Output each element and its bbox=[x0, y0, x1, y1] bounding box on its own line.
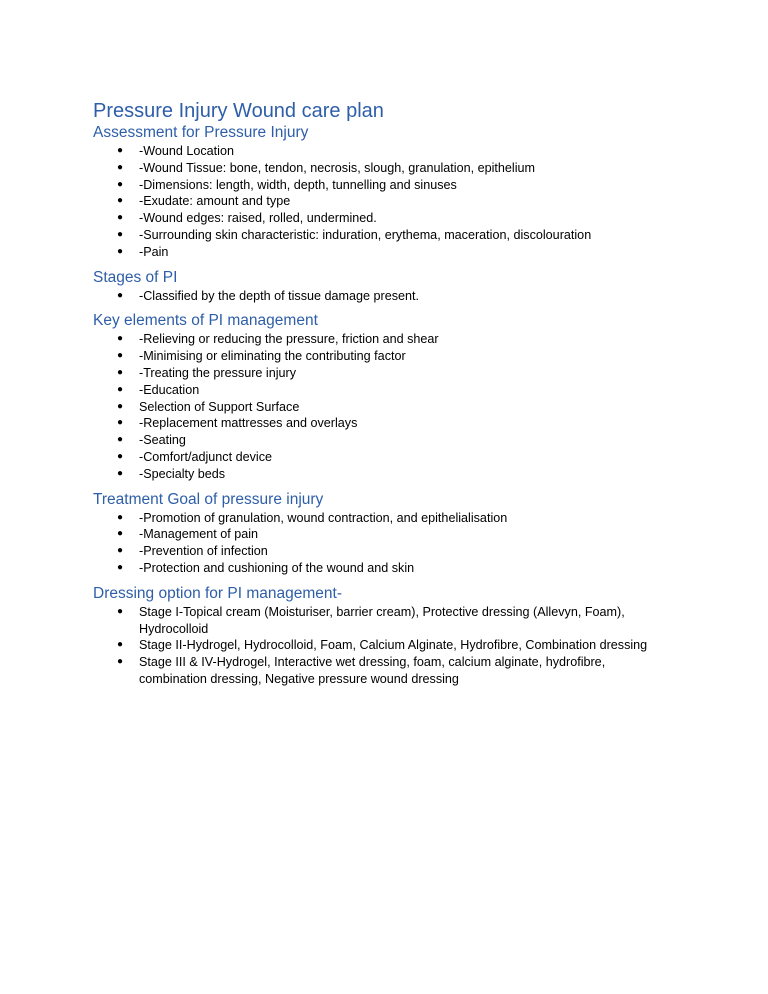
document-page bbox=[93, 99, 693, 688]
bullet-list bbox=[93, 331, 693, 482]
bullet-list bbox=[93, 604, 693, 688]
bullet-icon: ● bbox=[117, 656, 124, 668]
section-heading: Key elements of PI management bbox=[93, 312, 318, 330]
list-item: ● -Management of pain bbox=[117, 527, 259, 542]
section-treatment-goal bbox=[93, 490, 693, 577]
section-stages bbox=[93, 268, 693, 305]
list-item: ● Stage III & IV-Hydrogel, Interactive wet dressing, foam, calcium alginate, hydrofibre, combination dressing, Negative pressure wound dressing bbox=[117, 655, 606, 686]
bullet-icon: ● bbox=[117, 545, 124, 557]
list-item: ● -Education bbox=[117, 382, 200, 397]
list-item: ● Selection of Support Surface bbox=[117, 399, 300, 414]
list-item: ● -Pain bbox=[117, 244, 169, 259]
list-item: ● -Surrounding skin characteristic: induration, erythema, maceration, discolouration bbox=[117, 227, 592, 242]
bullet-icon: ● bbox=[117, 289, 124, 301]
bullet-list bbox=[93, 143, 693, 261]
list-item: ● -Replacement mattresses and overlays bbox=[117, 416, 358, 431]
bullet-icon: ● bbox=[117, 245, 124, 257]
list-item: ● -Classified by the depth of tissue damage present. bbox=[117, 288, 420, 303]
bullet-icon: ● bbox=[117, 511, 124, 523]
list-item: ● -Relieving or reducing the pressure, friction and shear bbox=[117, 332, 439, 347]
bullet-icon: ● bbox=[117, 639, 124, 651]
bullet-icon: ● bbox=[117, 161, 124, 173]
bullet-list bbox=[93, 288, 693, 305]
bullet-icon: ● bbox=[117, 450, 124, 462]
section-heading: Assessment for Pressure Injury bbox=[93, 124, 309, 141]
bullet-icon: ● bbox=[117, 350, 124, 362]
bullet-icon: ● bbox=[117, 383, 124, 395]
list-item: ● -Wound edges: raised, rolled, undermined. bbox=[117, 211, 377, 226]
list-item: ● -Minimising or eliminating the contributing factor bbox=[117, 349, 406, 364]
section-dressing-options bbox=[93, 584, 693, 688]
list-item: ● -Wound Location bbox=[117, 144, 234, 158]
bullet-icon: ● bbox=[117, 195, 124, 207]
bullet-list bbox=[93, 510, 693, 577]
bullet-icon: ● bbox=[117, 605, 124, 617]
section-heading: Treatment Goal of pressure injury bbox=[93, 490, 324, 508]
bullet-icon: ● bbox=[117, 228, 124, 240]
bullet-icon: ● bbox=[117, 417, 124, 429]
list-item: ● -Protection and cushioning of the wound and skin bbox=[117, 560, 415, 575]
list-item: ● -Promotion of granulation, wound contraction, and epithelialisation bbox=[117, 510, 508, 525]
list-item: ● Stage II-Hydrogel, Hydrocolloid, Foam, Calcium Alginate, Hydrofibre, Combination dressing bbox=[117, 638, 648, 653]
bullet-icon: ● bbox=[117, 366, 124, 378]
bullet-icon: ● bbox=[117, 333, 124, 345]
document-title: Pressure Injury Wound care plan bbox=[93, 100, 384, 122]
bullet-icon: ● bbox=[117, 145, 124, 156]
bullet-icon: ● bbox=[117, 467, 124, 479]
bullet-icon: ● bbox=[117, 400, 124, 412]
section-heading: Dressing option for PI management- bbox=[93, 584, 342, 602]
list-item: ● -Treating the pressure injury bbox=[117, 365, 297, 380]
bullet-icon: ● bbox=[117, 561, 124, 573]
list-item: ● -Comfort/adjunct device bbox=[117, 449, 272, 464]
list-item: ● Stage I-Topical cream (Moisturiser, barrier cream), Protective dressing (Allevyn, Foam), Hydrocolloid bbox=[117, 604, 625, 636]
bullet-icon: ● bbox=[117, 212, 124, 224]
list-item: ● -Dimensions: length, width, depth, tunnelling and sinuses bbox=[117, 177, 457, 192]
section-heading: Stages of PI bbox=[93, 268, 178, 286]
list-item: ● -Specialty beds bbox=[117, 466, 226, 481]
list-item: ● -Seating bbox=[117, 433, 186, 448]
section-assessment bbox=[93, 123, 693, 261]
list-item: ● -Exudate: amount and type bbox=[117, 194, 291, 209]
bullet-icon: ● bbox=[117, 178, 124, 190]
section-key-elements bbox=[93, 311, 693, 482]
bullet-icon: ● bbox=[117, 528, 124, 540]
list-item: ● -Wound Tissue: bone, tendon, necrosis, slough, granulation, epithelium bbox=[117, 160, 536, 175]
bullet-icon: ● bbox=[117, 434, 124, 446]
list-item: ● -Prevention of infection bbox=[117, 544, 268, 559]
